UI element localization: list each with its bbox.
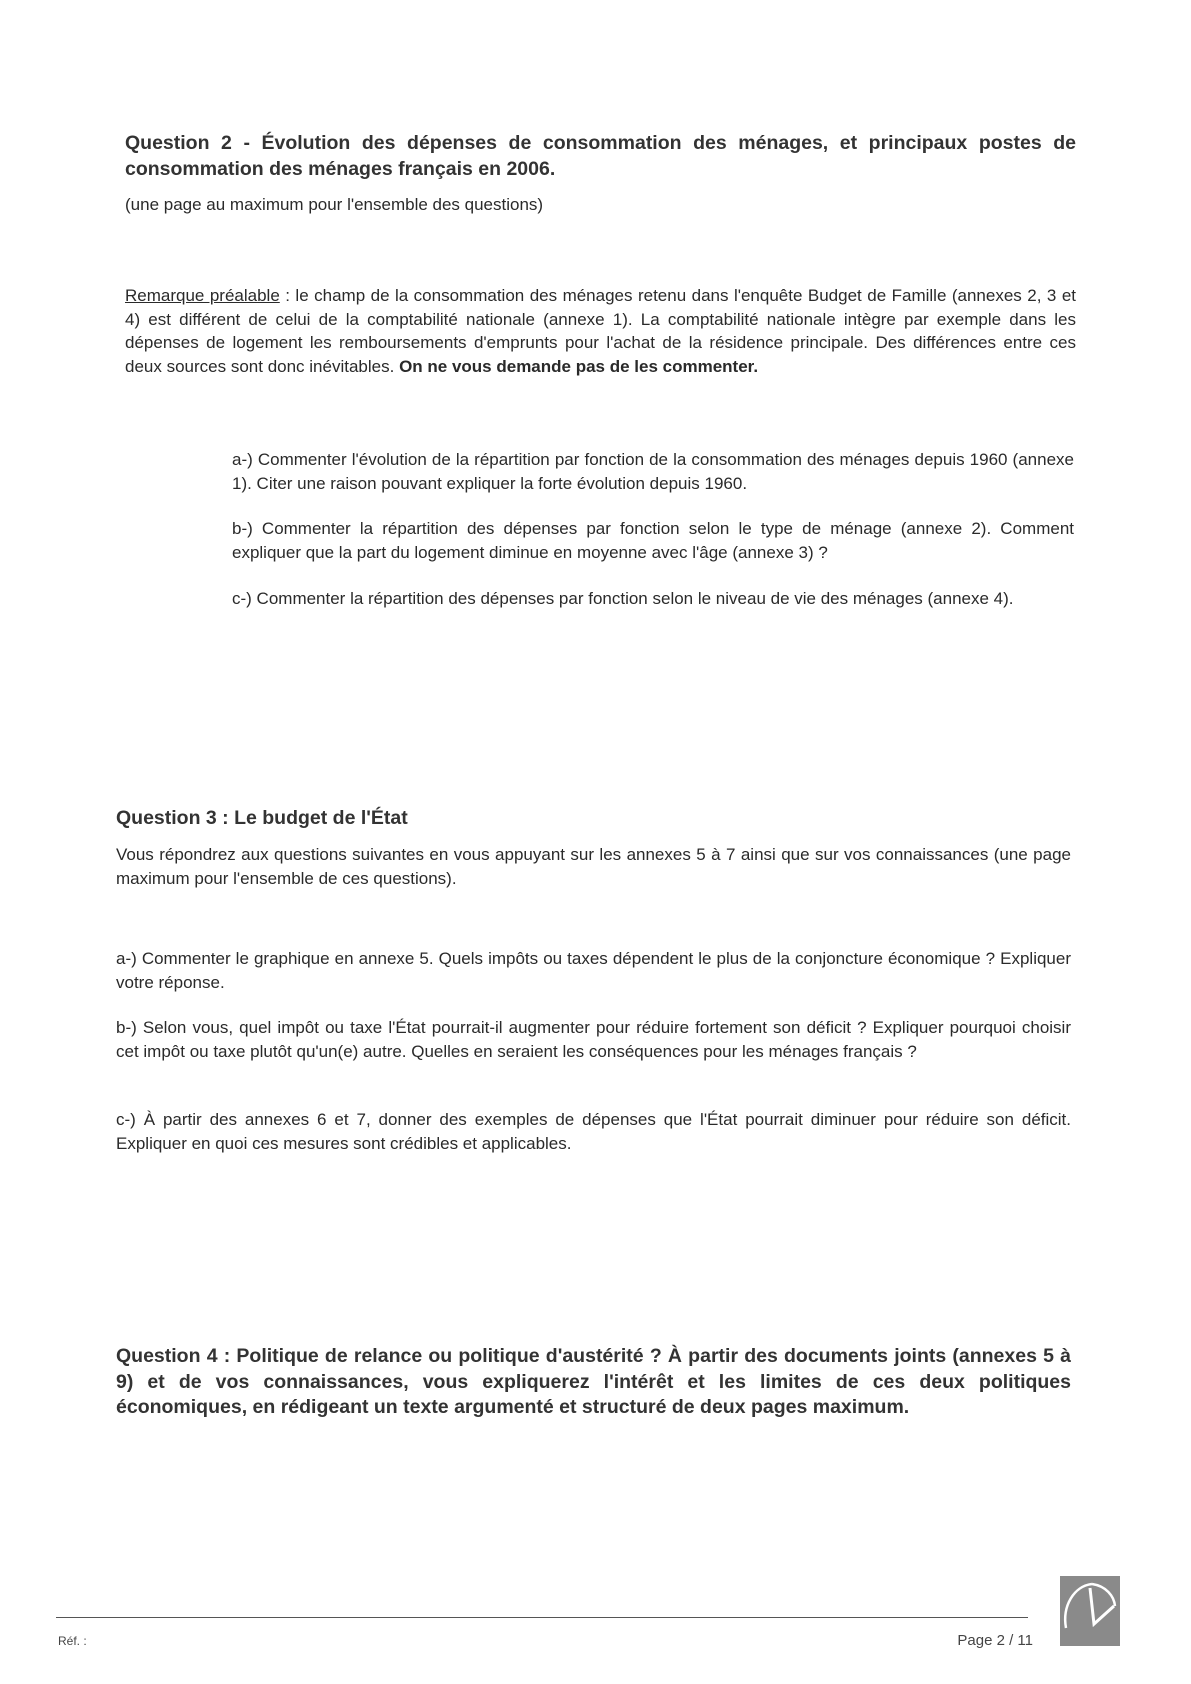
page-number — [957, 1632, 1033, 1649]
logo-icon — [1060, 1576, 1120, 1646]
question-2-note: (une page au maximum pour l'ensemble des questions) — [125, 195, 544, 214]
remark-text: : le champ de la consommation des ménages retenu dans l'enquête Budget de Famille (annexes 2, 3 et 4) est différent de celui de la comptabilité nationale (annexe 1). La comptabilité nationale intègre par exemple dans les dépenses de logement les remboursements d'emprunts pour l'achat de la résidence principale. Des différences entre ces deux sources sont donc inévitables. — [125, 286, 1076, 376]
question-3b: b-) Selon vous, quel impôt ou taxe l'État pourrait-il augmenter pour réduire fortement son déficit ? Expliquer pourquoi choisir cet impôt ou taxe plutôt qu'un(e) autre. Quelles en seraient les conséquences pour les ménages français ? — [116, 1018, 1071, 1061]
reference-label: Réf. : — [58, 1634, 87, 1648]
footer-divider — [56, 1617, 1028, 1618]
remark-paragraph — [125, 284, 1076, 378]
remark-bold: On ne vous demande pas de les commenter. — [399, 356, 759, 376]
page-label: Page — [957, 1632, 997, 1649]
question-3c: c-) À partir des annexes 6 et 7, donner des exemples de dépenses que l'État pourrait diminuer pour réduire son déficit. Expliquer en quoi ces mesures sont crédibles et applicables. — [116, 1110, 1071, 1153]
question-2c: c-) Commenter la répartition des dépenses par fonction selon le niveau de vie des ménages (annexe 4). — [232, 589, 1014, 608]
question-2a: a-) Commenter l'évolution de la répartition par fonction de la consommation des ménages depuis 1960 (annexe 1). Citer une raison pouvant expliquer la forte évolution depuis 1960. — [232, 450, 1074, 493]
remark-label: Remarque préalable — [125, 286, 280, 305]
question-3-title: Question 3 : Le budget de l'État — [116, 807, 408, 829]
question-3a: a-) Commenter le graphique en annexe 5. Quels impôts ou taxes dépendent le plus de la conjoncture économique ? Expliquer votre réponse. — [116, 949, 1071, 992]
page-count: 2 / 11 — [996, 1632, 1033, 1649]
question-4-title: Question 4 : Politique de relance ou politique d'austérité ? À partir des documents joints (annexes 5 à 9) et de vos connaissances, vous expliquerez l'intérêt et les limites de ces deux politiques économiques, en rédigeant un texte argumenté et structuré de deux pages maximum. — [116, 1345, 1071, 1418]
question-3-intro: Vous répondrez aux questions suivantes en vous appuyant sur les annexes 5 à 7 ainsi que sur vos connaissances (une page maximum pour l'ensemble de ces questions). — [116, 845, 1071, 888]
question-2-title: Question 2 - Évolution des dépenses de consommation des ménages, et principaux postes de consommation des ménages français en 2006. — [125, 132, 1076, 180]
question-2b: b-) Commenter la répartition des dépenses par fonction selon le type de ménage (annexe 2). Comment expliquer que la part du logement diminue en moyenne avec l'âge (annexe 3) ? — [232, 519, 1074, 562]
